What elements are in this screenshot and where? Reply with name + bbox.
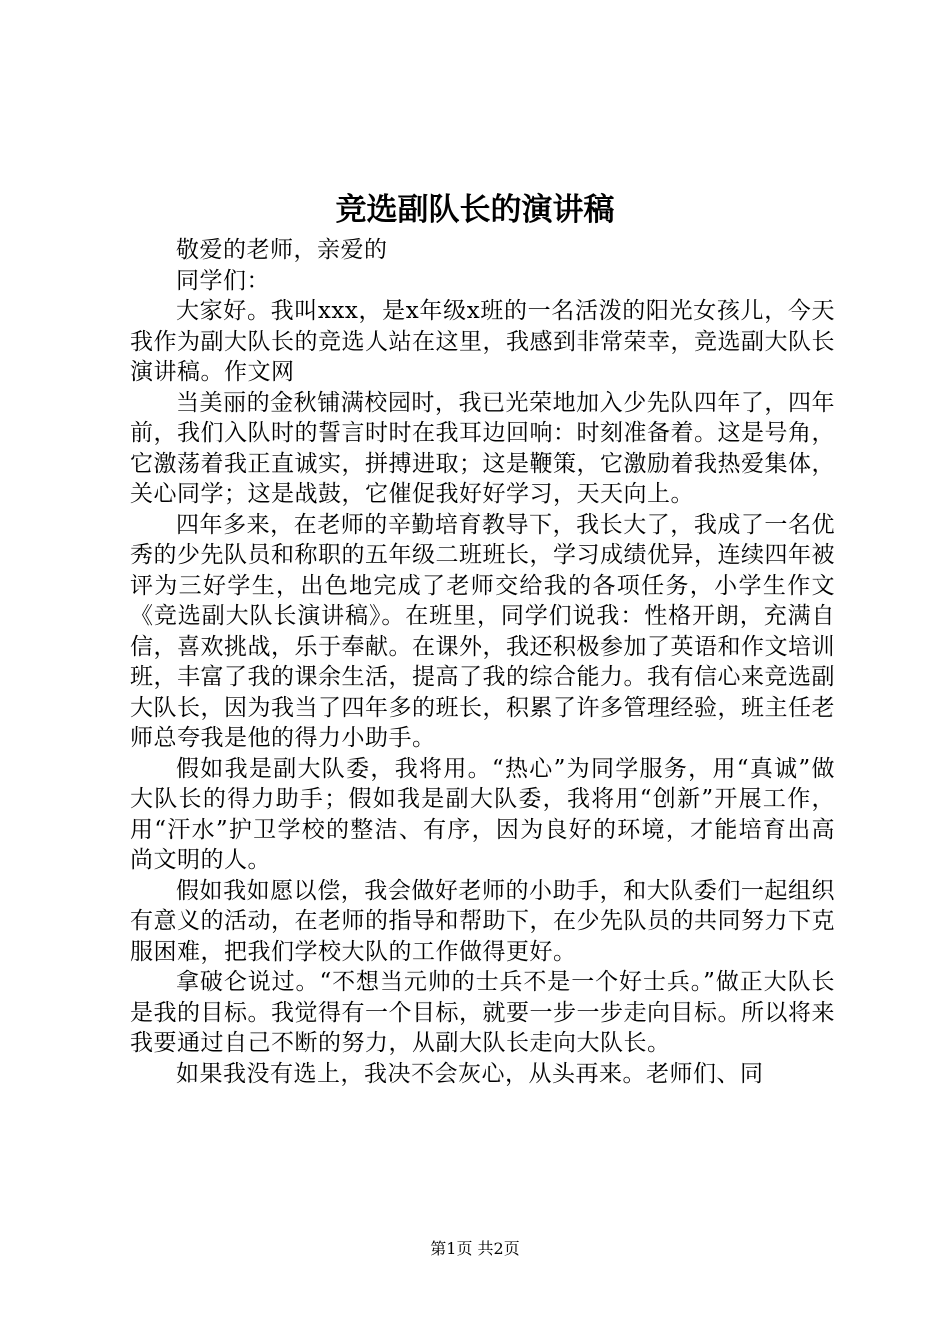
paragraph-young-pioneers: 当美丽的金秋铺满校园时，我已光荣地加入少先队四年了，四年前，我们入队时的誓言时时在我耳边回响：时刻准备着。这是号角，它激荡着我正直诚实，拼搏进取；这是鞭策，它激励着我热爱集体，关心同学；这是战鼓，它催促我好好学习，天天向上。 — [130, 389, 835, 507]
document-title: 竞选副队长的演讲稿 — [335, 192, 615, 228]
paragraph-if-elected: 假如我是副大队委，我将用。“热心”为同学服务，用“真诚”做大队长的得力助手；假如我是副大队委，我将用“创新”开展工作，用“汗水”护卫学校的整洁、有序，因为良好的环境，才能培育出高尚文明的人。 — [130, 755, 835, 873]
paragraph-napoleon-quote: 拿破仑说过。“不想当元帅的士兵不是一个好士兵。”做正大队长是我的目标。我觉得有一个目标，就要一步一步走向目标。所以将来我要通过自己不断的努力，从副大队长走向大队长。 — [130, 969, 835, 1056]
page-footer: 第1页 共2页 — [430, 1239, 520, 1258]
paragraph-greeting-continued: 同学们： — [176, 267, 270, 294]
paragraph-introduction: 大家好。我叫xxx，是x年级x班的一名活泼的阳光女孩儿，今天我作为副大队长的竞选人站在这里，我感到非常荣幸，竞选副大队长演讲稿。作文网 — [130, 298, 835, 385]
document-body — [130, 235, 835, 1089]
paragraph-if-not-elected: 如果我没有选上，我决不会灰心，从头再来。老师们、同 — [176, 1060, 764, 1087]
paragraph-greeting: 敬爱的老师，亲爱的 — [176, 237, 388, 263]
paragraph-wish-fulfilled: 假如我如愿以偿，我会做好老师的小助手，和大队委们一起组织有意义的活动，在老师的指导和帮助下，在少先队员的共同努力下克服困难，把我们学校大队的工作做得更好。 — [130, 877, 835, 965]
paragraph-achievements: 四年多来，在老师的辛勤培育教导下，我长大了，我成了一名优秀的少先队员和称职的五年级二班班长，学习成绩优异，连续四年被评为三好学生，出色地完成了老师交给我的各项任务，小学生作文《竞选副大队长演讲稿》。在班里，同学们说我：性格开朗，充满自信，喜欢挑战，乐于奉献。在课外，我还积极参加了英语和作文培训班，丰富了我的课余生活，提高了我的综合能力。我有信心来竞选副大队长，因为我当了四年多的班长，积累了许多管理经验，班主任老师总夸我是他的得力小助手。 — [130, 511, 835, 751]
